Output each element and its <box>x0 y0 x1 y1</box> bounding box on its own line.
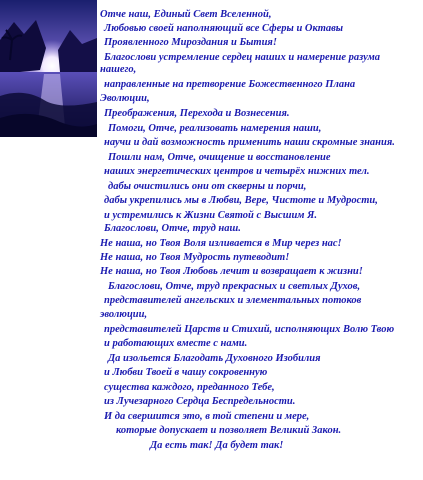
prayer-line: Не наша, но Твоя Любовь лечит и возвращает к жизни! <box>100 266 363 277</box>
prayer-line: И да свершится это, в той степени и мере, <box>104 411 310 422</box>
prayer-line: дабы очистились они от скверны и порчи, <box>108 181 307 192</box>
prayer-line: которые допускает и позволяет Великий Закон. <box>116 425 342 436</box>
prayer-line: Преображения, Перехода и Вознесения. <box>104 108 290 119</box>
prayer-line: представителей ангельских и элементальных потоков <box>104 295 362 306</box>
prayer-line: наших энергетических центров и четырёх нижних тел. <box>104 166 370 177</box>
sunset-sea-illustration <box>0 0 97 137</box>
prayer-line: Эволюции, <box>100 93 150 104</box>
prayer-line: существа каждого, преданного Тебе, <box>104 382 275 393</box>
prayer-line: и Любви Твоей в чашу сокровенную <box>104 367 268 378</box>
prayer-line: Благослови устремление сердец наших и намерение разума <box>104 52 381 63</box>
prayer-line: Благослови, Отче, труд наш. <box>104 223 241 234</box>
prayer-line: Не наша, но Твоя Воля изливается в Мир через нас! <box>100 238 342 249</box>
prayer-line: Не наша, но Твоя Мудрость путеводит! <box>100 252 290 263</box>
prayer-line: Благослови, Отче, труд прекрасных и светлых Духов, <box>108 281 361 292</box>
prayer-line: из Лучезарного Сердца Беспредельности. <box>104 396 296 407</box>
prayer-line: Да есть так! Да будет так! <box>150 440 284 451</box>
prayer-line: представителей Царств и Стихий, исполняющих Волю Твою <box>104 324 395 335</box>
prayer-line: направленные на претворение Божественного Плана <box>104 79 356 90</box>
prayer-line: Любовью своей наполняющий все Сферы и Октавы <box>104 23 344 34</box>
prayer-line: Да изольется Благодать Духовного Изобилия <box>108 353 321 364</box>
prayer-line: Пошли нам, Отче, очищение и восстановление <box>108 152 331 163</box>
prayer-line: дабы укрепились мы в Любви, Вере, Чистоте и Мудрости, <box>104 195 378 206</box>
prayer-line: нашего, <box>100 64 137 75</box>
sunset-sea-image <box>0 0 97 137</box>
prayer-line: эволюции, <box>100 309 148 320</box>
prayer-line: Отче наш, Единый Свет Вселенной, <box>100 9 272 20</box>
prayer-line: и устремились к Жизни Святой с Высшим Я. <box>104 210 317 221</box>
prayer-line: Проявленного Мироздания и Бытия! <box>104 37 277 48</box>
prayer-line: научи и дай возможность применить наши скромные знания. <box>104 137 395 148</box>
prayer-line: и работающих вместе с нами. <box>104 338 248 349</box>
prayer-line: Помоги, Отче, реализовать намерения наши, <box>108 123 322 134</box>
